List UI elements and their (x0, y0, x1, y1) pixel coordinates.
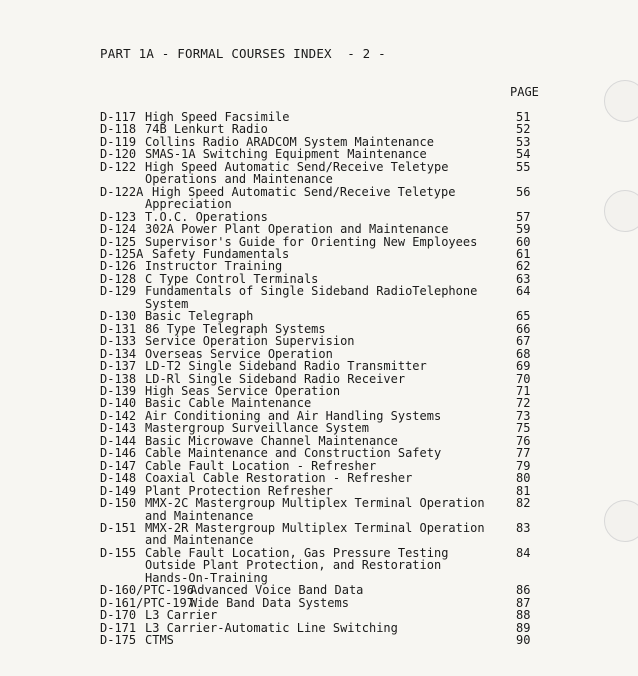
course-entry (100, 497, 540, 522)
course-title-line: Service Operation Supervision (145, 334, 355, 349)
course-title-line: Hands-On-Training (145, 570, 268, 585)
course-code: D-129 (100, 284, 137, 299)
course-title (145, 360, 497, 372)
course-title-line: LD-T2 Single Sideband Radio Transmitter (145, 359, 427, 374)
course-page-number: 53 (516, 134, 531, 149)
course-title-line: Coaxial Cable Restoration - Refresher (145, 471, 413, 486)
course-page-number: 60 (516, 234, 531, 249)
course-title-line: LD-Rl Single Sideband Radio Receiver (145, 371, 406, 386)
course-page-number: 84 (516, 545, 531, 560)
course-entry (100, 397, 540, 409)
course-title-line: High Speed Facsimile (145, 110, 290, 124)
course-code: D-148 (100, 471, 137, 486)
course-title-line: MMX-2C Mastergroup Multiplex Terminal Operation (145, 496, 485, 511)
course-code: D-139 (100, 383, 137, 398)
course-title-line: 74B Lenkurt Radio (145, 122, 268, 137)
course-title-line: Outside Plant Protection, and Restoration (145, 558, 442, 573)
page-column-label: PAGE (510, 85, 539, 99)
course-code: D-123 (100, 209, 137, 224)
course-page-number: 62 (516, 259, 531, 274)
course-title-line: Supervisor's Guide for Orienting New Employees (145, 234, 478, 249)
course-title (145, 184, 504, 212)
course-entry (100, 447, 540, 459)
course-page-number: 56 (516, 184, 531, 199)
course-code: D-150 (100, 496, 137, 511)
course-code: D-137 (100, 359, 137, 374)
course-title-line: Basic Cable Maintenance (145, 396, 312, 411)
course-title-line: and Maintenance (145, 533, 254, 548)
course-code: D-125A (100, 246, 144, 261)
course-code: D-140 (100, 396, 137, 411)
course-entry (100, 522, 540, 547)
course-title-line: and Maintenance (145, 508, 254, 523)
course-page-number: 61 (516, 246, 531, 261)
course-title-line: Advanced Voice Band Data (190, 583, 364, 598)
course-title (145, 335, 497, 347)
course-code: D-125 (100, 234, 137, 249)
course-title-line: High Speed Automatic Send/Receive Teletype (145, 159, 449, 174)
course-title-line: MMX-2R Mastergroup Multiplex Terminal Operation (145, 520, 485, 535)
course-code: D-118 (100, 122, 137, 137)
course-page-number: 77 (516, 446, 531, 461)
course-code: D-175 (100, 633, 137, 648)
course-title-line: L3 Carrier-Automatic Line Switching (145, 620, 398, 635)
course-page-number: 52 (516, 122, 531, 137)
course-title-line: Safety Fundamentals (152, 246, 290, 261)
course-title-line: Basic Telegraph (145, 309, 254, 324)
course-title (190, 597, 542, 609)
course-page-number: 66 (516, 321, 531, 336)
course-page-number: 75 (516, 421, 531, 436)
course-entry (100, 310, 540, 322)
course-title (145, 634, 497, 646)
course-page-number: 80 (516, 471, 531, 486)
course-title-line: Cable Fault Location, Gas Pressure Testing (145, 545, 449, 560)
course-page-number: 72 (516, 396, 531, 411)
course-title (145, 547, 497, 584)
course-title-line: High Speed Automatic Send/Receive Teletype (152, 184, 456, 199)
course-code: D-122A (100, 184, 144, 199)
course-code: D-151 (100, 520, 137, 535)
course-title-line: C Type Control Terminals (145, 271, 319, 286)
course-title-line: Fundamentals of Single Sideband RadioTelephone (145, 284, 478, 299)
course-code: D-142 (100, 408, 137, 423)
course-page-number: 89 (516, 620, 531, 635)
course-page-number: 90 (516, 633, 531, 648)
course-title-line: Appreciation (145, 197, 232, 212)
course-page-number: 54 (516, 147, 531, 162)
course-code: D-130 (100, 309, 137, 324)
course-title (145, 447, 497, 459)
course-title-line: Instructor Training (145, 259, 283, 274)
course-entry (100, 584, 540, 596)
course-title-line: SMAS-1A Switching Equipment Maintenance (145, 147, 427, 162)
course-title-line: Cable Maintenance and Construction Safety (145, 446, 442, 461)
course-title (145, 223, 497, 235)
course-title (145, 310, 497, 322)
course-page-number: 81 (516, 483, 531, 498)
course-page-number: 79 (516, 458, 531, 473)
course-code: D-149 (100, 483, 137, 498)
course-title (145, 622, 497, 634)
course-entry (100, 547, 540, 584)
course-entry (100, 285, 540, 310)
course-code: D-144 (100, 433, 137, 448)
course-code: D-120 (100, 147, 137, 162)
course-code: D-131 (100, 321, 137, 336)
course-page-number: 55 (516, 159, 531, 174)
course-title-line: L3 Carrier (145, 608, 218, 623)
course-entry (100, 148, 540, 160)
course-page-number: 65 (516, 309, 531, 324)
course-title-line: Collins Radio ARADCOM System Maintenance (145, 134, 434, 149)
course-code: D-126 (100, 259, 137, 274)
course-page-number: 73 (516, 408, 531, 423)
course-title-line: System (145, 296, 189, 311)
course-page-number: 71 (516, 383, 531, 398)
course-entry (100, 634, 540, 646)
course-page-number: 88 (516, 608, 531, 623)
course-page-number: 57 (516, 209, 531, 224)
course-page-number: 59 (516, 222, 531, 237)
course-page-number: 67 (516, 334, 531, 349)
course-code: D-134 (100, 346, 137, 361)
course-page-number: 86 (516, 583, 531, 598)
course-title (145, 285, 497, 310)
course-entry (100, 186, 540, 211)
binder-hole (604, 190, 638, 232)
course-title (145, 422, 497, 434)
course-page-number: 76 (516, 433, 531, 448)
course-title-line: Basic Microwave Channel Maintenance (145, 433, 398, 448)
course-code: D-160/PTC-196 (100, 583, 194, 598)
course-page-number: 64 (516, 284, 531, 299)
course-code: D-143 (100, 421, 137, 436)
course-title (145, 397, 497, 409)
course-title-line: Air Conditioning and Air Handling Systems (145, 408, 442, 423)
course-title-line: Wide Band Data Systems (190, 595, 349, 610)
course-code: D-124 (100, 222, 137, 237)
course-code: D-155 (100, 545, 137, 560)
course-entry (100, 422, 540, 434)
course-title (145, 472, 497, 484)
course-page-number: 68 (516, 346, 531, 361)
course-entry (100, 360, 540, 372)
binder-hole (604, 500, 638, 542)
course-index-list (100, 111, 540, 646)
course-title-line: Plant Protection Refresher (145, 483, 333, 498)
course-page-number: 83 (516, 520, 531, 535)
course-title-line: Mastergroup Surveillance System (145, 421, 369, 436)
page-title: PART 1A - FORMAL COURSES INDEX - 2 - (100, 46, 386, 61)
course-title-line: 86 Type Telegraph Systems (145, 321, 326, 336)
course-code: D-122 (100, 159, 137, 174)
course-title-line: Cable Fault Location - Refresher (145, 458, 377, 473)
course-code: D-171 (100, 620, 137, 635)
course-title (145, 148, 497, 160)
course-title (145, 497, 497, 522)
course-title (145, 609, 497, 621)
course-code: D-133 (100, 334, 137, 349)
course-code: D-119 (100, 134, 137, 149)
course-title (145, 522, 497, 547)
course-page-number: 63 (516, 271, 531, 286)
course-entry (100, 161, 540, 186)
course-title-line: 302A Power Plant Operation and Maintenance (145, 222, 449, 237)
course-code: D-138 (100, 371, 137, 386)
course-title-line: Overseas Service Operation (145, 346, 333, 361)
course-title (145, 161, 497, 186)
course-entry (100, 609, 540, 621)
course-code: D-147 (100, 458, 137, 473)
course-entry (100, 472, 540, 484)
course-page-number: 82 (516, 496, 531, 511)
course-entry (100, 223, 540, 235)
course-code: D-170 (100, 608, 137, 623)
course-entry (100, 335, 540, 347)
course-code: D-161/PTC-197 (100, 595, 194, 610)
course-page-number: 69 (516, 359, 531, 374)
course-title-line: Operations and Maintenance (145, 172, 333, 187)
course-code: D-128 (100, 271, 137, 286)
course-code: D-146 (100, 446, 137, 461)
course-title-line: High Seas Service Operation (145, 383, 341, 398)
course-title (190, 584, 542, 596)
course-title-line: T.O.C. Operations (145, 209, 268, 224)
course-page-number: 51 (516, 110, 531, 124)
course-title-line: CTMS (145, 633, 174, 648)
course-page-number: 87 (516, 595, 531, 610)
course-page-number: 70 (516, 371, 531, 386)
binder-hole (604, 80, 638, 122)
course-code: D-117 (100, 110, 137, 124)
